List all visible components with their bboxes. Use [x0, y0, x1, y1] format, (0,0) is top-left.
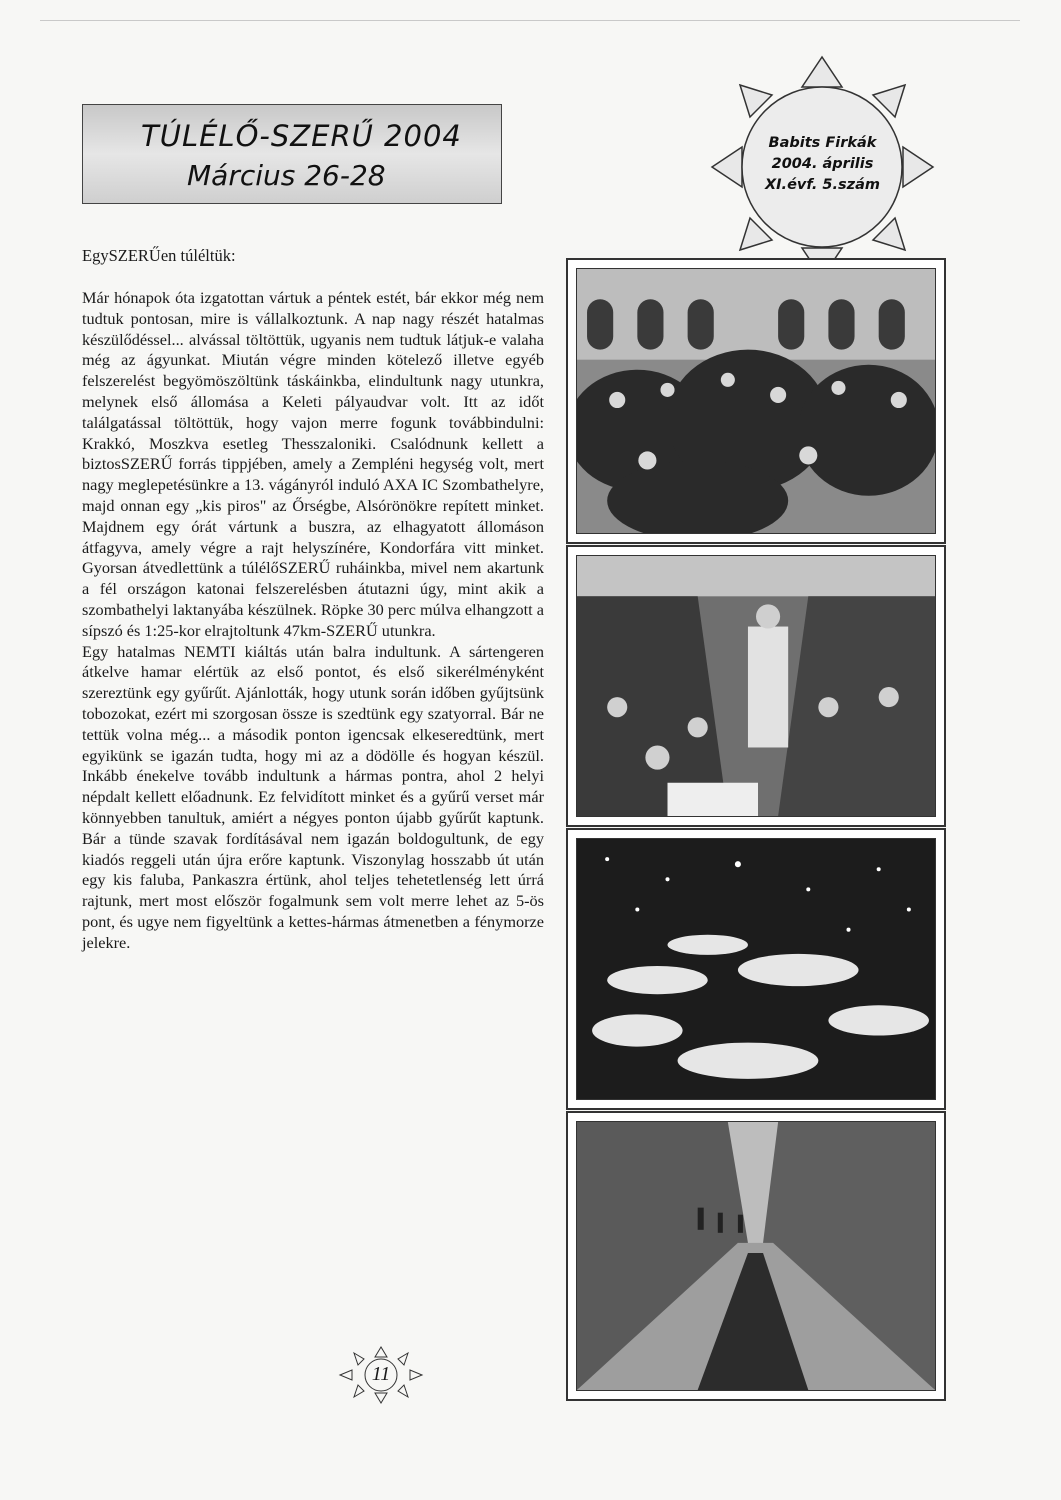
article-subtitle: EgySZERŰen túléltük: [82, 246, 236, 265]
photo-snowy-night [577, 839, 935, 1099]
badge-line1: Babits Firkák [768, 135, 877, 151]
photo-train-interior [577, 556, 935, 816]
badge-line3: XI.évf. 5.szám [764, 177, 880, 193]
title-line1: TÚLÉLŐ-SZERŰ 2004 [141, 119, 462, 153]
page-number-badge [338, 1345, 424, 1405]
article-paragraph: Egy hatalmas NEMTI kiáltás után balra indultunk. A sártengeren átkelve hamar elértük az első pontot, és első sikerélményként szereztünk egy gyűrűt. Ajánlották, hogy utunk során időben gyűjtsünk tobozokat, ezért mi szorgosan össze is szedtünk egy szatyorral. Bár ne tettük volna még... a második ponton igencsak elkeseredtünk, mert egyikünk se igazán tudta, hogy mi az a dödölle és hogyan készül. Inkább énekelve tovább indultunk a hármas pontra, ahol 2 helyi népdalt kellett előadnunk. Ez felvidított minket és a gyűrű verset már könnyebben tanultuk, amiért a négyes ponton újabb gyűrűt kaptunk. Bár a tünde szavak fordításával nem igazán boldogultunk, de egy kiadós reggeli után újra erőre kaptunk. Viszonylag hosszabb út után egy kis faluba, Pankaszra értünk, ahol teljes tehetetlenség lett úrrá rajtunk, mert most először fogalmunk sem volt merre lehet az 5-ös pont, és ugye nem figyeltünk a kettes-hármas átmenetben a fénymorze jelekre. [82, 641, 544, 952]
photo-frame [566, 1111, 946, 1401]
photo-station-crowd [577, 269, 935, 533]
issue-badge [710, 55, 935, 280]
article-paragraph: Már hónapok óta izgatottan vártuk a péntek estét, bár ekkor még nem tudtuk pontosan, mire is vállalkoztunk. A nap nagy részét hatalmas készülődéssel... alvással töltöttük, ugyanis nem tudtuk látjuk-e valaha még az ágyunkat. Miután végre minden kötelező illetve egyéb felszerelést begyömöszöltünk táskáinkba, elindultunk nagy utunkra, melynek első állomása a Keleti pályaudvar volt. Itt az időt találgatással töltöttük, hogy vajon merre fogunk továbbindulni: Krakkó, Moszkva esetleg Thesszaloniki. Csalódnunk kellett a biztosSZERŰ forrás tippjében, amely a Zempléni hegység volt, mert nagy meglepetésünkre a 13. vágányról induló AXA IC Szombathelyre, majd onnan egy „kis piros" az Őrségbe, Alsórönökre repített minket. Majdnem egy órát vártunk a buszra, az elhagyatott állomáson átfagyva, amely végre a rajt helyszínére, Kondorfára vitt minket. Gyorsan átvedlettünk a túlélőSZERŰ ruháinkba, mivel nem akartunk a fél országon katonai felszerelésben átutazni úgy, mint akik a szombathelyi laktanyába készülnek. Röpke 30 perc múlva elhangzott a sípszó és 1:25-kor elrajtoltunk 47km-SZERŰ utunkra. [82, 288, 544, 640]
photo-frame [566, 258, 946, 544]
photo-snowy-forest-path [577, 1122, 935, 1390]
photo-frame [566, 828, 946, 1110]
title-box [82, 104, 502, 204]
photo-frame [566, 545, 946, 827]
page-number: 11 [371, 1363, 391, 1385]
badge-line2: 2004. április [771, 156, 874, 172]
top-rule [40, 20, 1020, 21]
title-date: Március 26-28 [187, 159, 386, 192]
article-body [82, 288, 544, 954]
